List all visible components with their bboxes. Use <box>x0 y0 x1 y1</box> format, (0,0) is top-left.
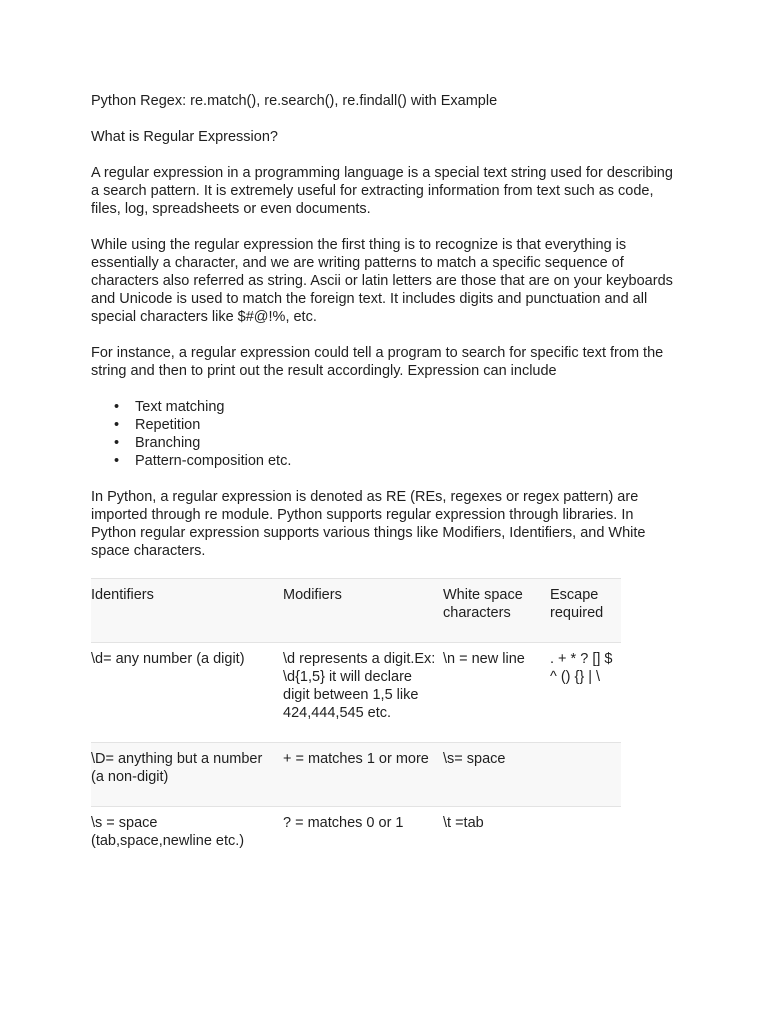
list-item: • Pattern-composition etc. <box>135 452 681 470</box>
list-item: • Text matching <box>135 398 681 416</box>
document-page <box>91 92 681 870</box>
list-item: • Repetition <box>135 416 681 434</box>
table-cell: \s = space (tab,space,newline etc.) <box>91 807 283 871</box>
paragraph-instance: For instance, a regular expression could tell a program to search for specific text from the string and then to print out the result accordingly. Expression can include <box>91 345 664 379</box>
table-header-cell: White space characters <box>443 579 550 643</box>
table-cell: \d= any number (a digit) <box>91 643 283 743</box>
table-cell: \n = new line <box>443 643 550 743</box>
table-cell: \d represents a digit.Ex: \d{1,5} it will declare digit between 1,5 like 424,444,545 etc. <box>283 643 443 743</box>
table-header-cell: Identifiers <box>91 579 283 643</box>
expression-list <box>91 398 681 470</box>
paragraph-python: In Python, a regular expression is denoted as RE (REs, regexes or regex pattern) are imported through re module. Python supports regular expression through libraries. In Python regular expression supports various things like Modifiers, Identifiers, and White space characters. <box>91 489 646 559</box>
regex-table <box>91 578 621 870</box>
section-heading: What is Regular Expression? <box>91 129 278 145</box>
table-row <box>91 643 621 743</box>
paragraph-intro: A regular expression in a programming language is a special text string used for describing a search pattern. It is extremely useful for extracting information from text such as code, files, log, spreadsheets or even documents. <box>91 165 673 217</box>
document-title: Python Regex: re.match(), re.search(), re.findall() with Example <box>91 93 498 109</box>
paragraph-characters: While using the regular expression the first thing is to recognize is that everything is essentially a character, and we are writing patterns to match a specific sequence of characters also referred as string. Ascii or latin letters are those that are on your keyboards and Unicode is used to match the foreign text. It includes digits and punctuation and all special characters like $#@!%, etc. <box>91 237 673 325</box>
table-cell: . + * ? [] $ ^ () {} | \ <box>550 643 621 743</box>
table-header-cell: Modifiers <box>283 579 443 643</box>
table-cell: \s= space <box>443 743 550 807</box>
table-cell <box>550 743 621 807</box>
table-cell: ? = matches 0 or 1 <box>283 807 443 871</box>
table-cell: \t =tab <box>443 807 550 871</box>
table-cell: + = matches 1 or more <box>283 743 443 807</box>
table-cell: \D= anything but a number (a non-digit) <box>91 743 283 807</box>
table-cell <box>550 807 621 871</box>
table-header-row <box>91 579 621 643</box>
table-header-cell: Escape required <box>550 579 621 643</box>
list-item: • Branching <box>135 434 681 452</box>
table-row <box>91 807 621 871</box>
table-row <box>91 743 621 807</box>
